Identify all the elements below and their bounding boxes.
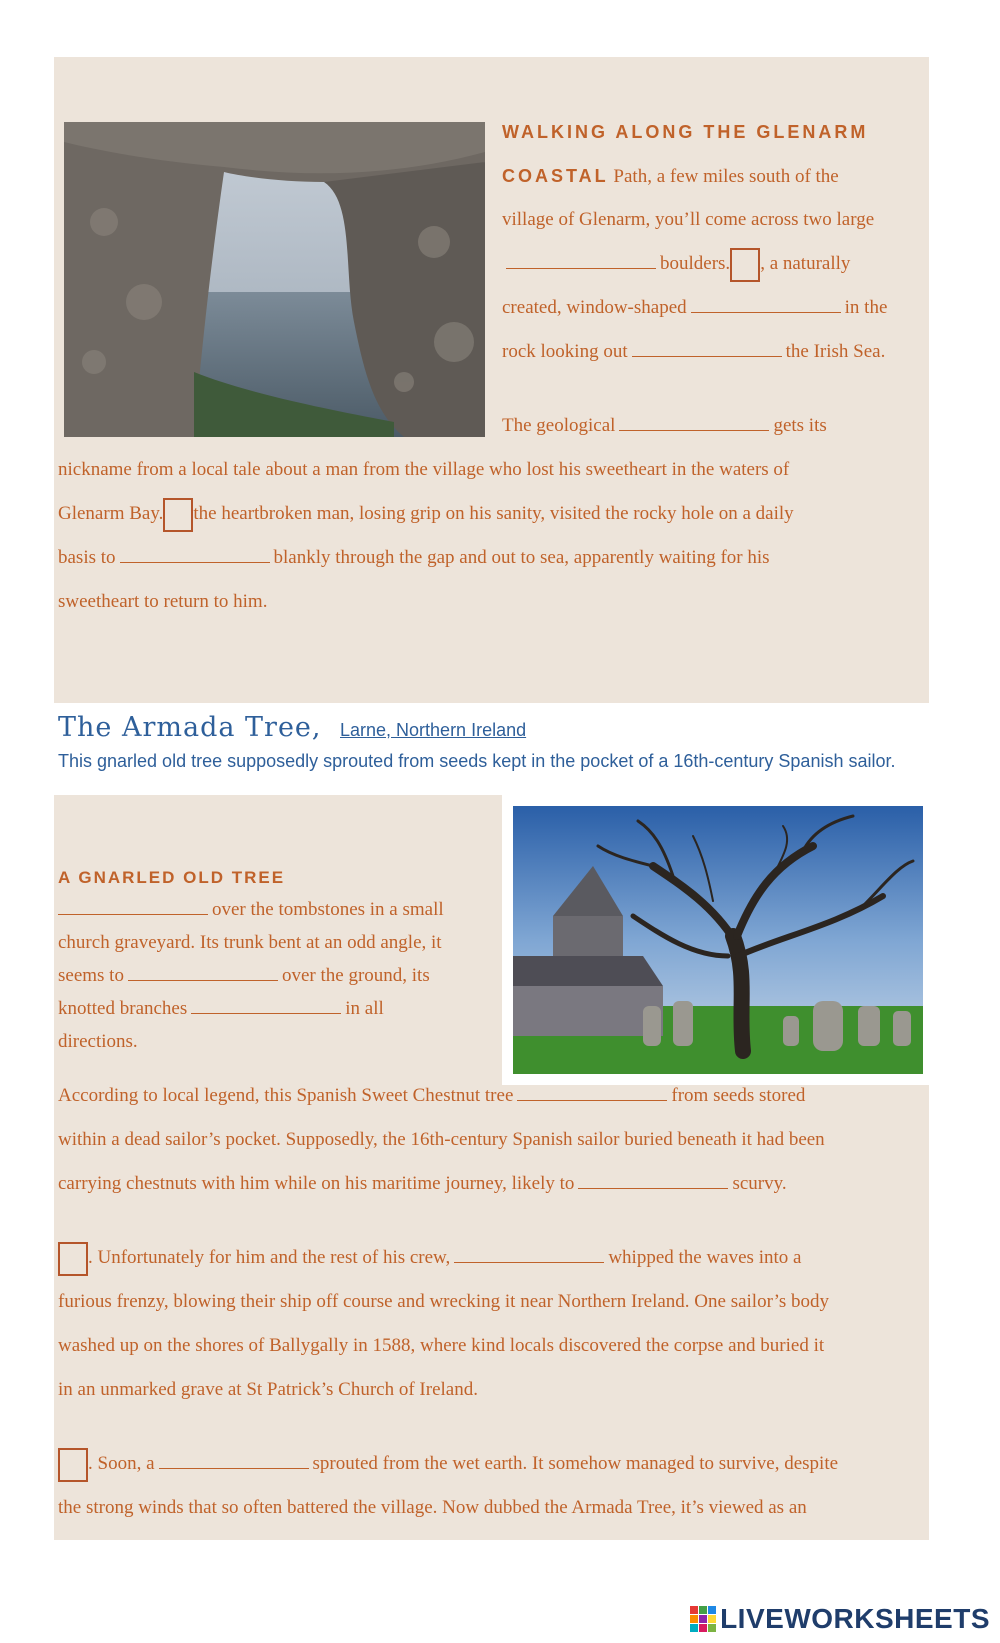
section2-line10 (58, 1280, 829, 1324)
text: church graveyard. Its trunk bent at an odd angle, it (58, 932, 442, 953)
text: basis to (58, 547, 116, 568)
section2-line3 (58, 959, 430, 992)
section2-line9 (58, 1236, 801, 1280)
section1-line2 (502, 154, 922, 199)
text: the strong winds that so often battered the village. Now dubbed the Armada Tree, it’s viewed as an (58, 1497, 807, 1518)
text: rock looking out (502, 341, 628, 362)
section1-line7 (502, 404, 827, 448)
text: washed up on the shores of Ballygally in 1588, where kind locals discovered the corpse and buried it (58, 1335, 825, 1356)
text: gets its (773, 415, 827, 436)
text: from seeds stored (671, 1085, 806, 1106)
text: in the (844, 297, 888, 318)
section2-line11 (58, 1324, 824, 1368)
section2-line6 (58, 1074, 805, 1118)
section1-line4 (502, 242, 850, 286)
section2-line12 (58, 1368, 478, 1412)
text: Path, a few miles south of the (613, 166, 839, 187)
text: knotted branches (58, 998, 188, 1019)
blank-input-8[interactable] (191, 993, 341, 1014)
text: Glenarm Bay. (58, 503, 164, 524)
text: The geological (502, 415, 616, 436)
blank-input-3[interactable] (632, 336, 782, 357)
section2-line14 (58, 1486, 807, 1530)
answer-box-3[interactable] (58, 1242, 88, 1276)
section1-line9 (58, 492, 794, 536)
rock-window-photo (64, 122, 485, 437)
armada-location-link[interactable]: Larne, Northern Ireland (340, 720, 527, 740)
section2-line5 (58, 1025, 138, 1058)
text: . Unfortunately for him and the rest of his crew, (88, 1247, 451, 1268)
text: , a naturally (760, 253, 851, 274)
liveworksheets-icon (690, 1606, 716, 1632)
blank-input-9[interactable] (517, 1080, 667, 1101)
blank-input-10[interactable] (578, 1168, 728, 1189)
text: blankly through the gap and out to sea, apparently waiting for his (273, 547, 770, 568)
blank-input-5[interactable] (120, 542, 270, 563)
text: the heartbroken man, losing grip on his sanity, visited the rocky hole on a daily (193, 503, 794, 524)
text: over the ground, its (281, 965, 430, 986)
text: sprouted from the wet earth. It somehow managed to survive, despite (312, 1453, 839, 1474)
blank-input-11[interactable] (454, 1242, 604, 1263)
blank-input-1[interactable] (506, 248, 656, 269)
answer-box-1[interactable] (730, 248, 760, 282)
section2-line7 (58, 1118, 825, 1162)
text: seems to (58, 965, 124, 986)
blank-input-7[interactable] (128, 960, 278, 981)
armada-title: The Armada Tree, (58, 712, 322, 743)
text: in all (345, 998, 384, 1019)
liveworksheets-logo[interactable] (690, 1603, 990, 1635)
section1-heading-line1: WALKING ALONG THE GLENARM (502, 122, 869, 142)
section2-line4 (58, 992, 384, 1025)
text: directions. (58, 1031, 138, 1052)
text: nickname from a local tale about a man from the village who lost his sweetheart in the waters of (58, 459, 790, 480)
blank-input-4[interactable] (619, 410, 769, 431)
section1-line3 (502, 198, 874, 242)
text: boulders. (660, 253, 731, 274)
text: within a dead sailor’s pocket. Supposedly, the 16th-century Spanish sailor buried beneath it had been (58, 1129, 825, 1150)
text: According to local legend, this Spanish Sweet Chestnut tree (58, 1085, 514, 1106)
text: . Soon, a (88, 1453, 155, 1474)
blank-input-6[interactable] (58, 894, 208, 915)
section1-line6 (502, 330, 885, 374)
text: scurvy. (732, 1173, 787, 1194)
answer-box-4[interactable] (58, 1448, 88, 1482)
text: created, window-shaped (502, 297, 687, 318)
text: carrying chestnuts with him while on his maritime journey, likely to (58, 1173, 575, 1194)
section2-line8 (58, 1162, 787, 1206)
answer-box-2[interactable] (163, 498, 193, 532)
text: over the tombstones in a small (212, 899, 444, 920)
section1-line8 (58, 448, 789, 492)
section1-line5 (502, 286, 887, 330)
text: village of Glenarm, you’ll come across two large (502, 209, 875, 230)
section2-line1 (58, 893, 444, 926)
text: furious frenzy, blowing their ship off course and wrecking it near Northern Ireland. One sailor’s body (58, 1291, 830, 1312)
blank-input-2[interactable] (691, 292, 841, 313)
section2-line2 (58, 926, 442, 959)
section1-line10 (58, 536, 770, 580)
text: sweetheart to return to him. (58, 591, 268, 612)
text: whipped the waves into a (608, 1247, 802, 1268)
section2-line13 (58, 1442, 838, 1486)
text: the Irish Sea. (785, 341, 886, 362)
armada-intro: This gnarled old tree supposedly sprouted from seeds kept in the pocket of a 16th-century Spanish sailor. (58, 751, 896, 771)
armada-tree-photo (513, 806, 923, 1074)
blank-input-12[interactable] (159, 1448, 309, 1469)
section2-heading: A GNARLED OLD TREE (58, 868, 286, 887)
liveworksheets-wordmark: LIVEWORKSHEETS (720, 1603, 990, 1634)
section1-line11 (58, 580, 267, 624)
section1-heading-line2: COASTAL (502, 166, 609, 186)
text: in an unmarked grave at St Patrick’s Church of Ireland. (58, 1379, 478, 1400)
